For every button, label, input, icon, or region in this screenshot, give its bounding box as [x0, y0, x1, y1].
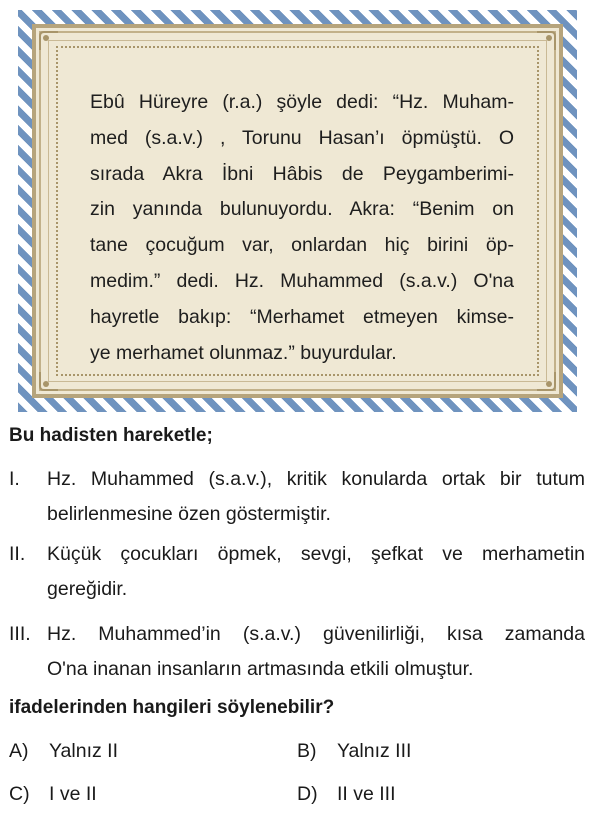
option-b[interactable] — [297, 738, 411, 764]
option-letter: B) — [297, 740, 317, 762]
question-stem: Bu hadisten hareketle; — [9, 425, 213, 446]
passage-line: tane çocuğum var, onlardan hiç birini öp- — [90, 234, 514, 257]
passage-line: Ebû Hüreyre (r.a.) şöyle dedi: “Hz. Muham- — [90, 91, 514, 113]
passage-line: sırada Akra İbni Hâbis de Peygamberimi- — [90, 162, 514, 185]
hadith-passage — [90, 85, 514, 371]
statement-line: Hz. Muhammed (s.a.v.), kritik konularda ortak bir tutum — [47, 468, 585, 490]
parchment-panel — [32, 24, 563, 398]
option-letter: C) — [9, 783, 30, 805]
passage-line: hayretle bakıp: “Merhamet etmeyen kimse- — [90, 305, 514, 328]
option-a[interactable] — [9, 738, 118, 764]
option-letter: D) — [297, 783, 318, 805]
passage-line: medim.” dedi. Hz. Muhammed (s.a.v.) O'na — [90, 269, 514, 292]
statement-3 — [9, 617, 585, 687]
statement-text — [47, 617, 585, 687]
statement-line: Hz. Muhammed’in (s.a.v.) güvenilirliği, kısa zamanda — [47, 623, 585, 645]
passage-frame — [18, 10, 577, 412]
option-text: Yalnız II — [49, 740, 119, 762]
passage-line: ye merhamet olunmaz.” buyurdular. — [90, 341, 397, 364]
statement-number: II. — [9, 543, 26, 565]
statement-number: III. — [9, 623, 31, 645]
statement-number: I. — [9, 468, 20, 490]
corner-ornament-icon — [535, 30, 557, 52]
passage-line: med (s.a.v.) , Torunu Hasan’ı öpmüştü. O — [90, 126, 514, 149]
option-d[interactable] — [297, 781, 396, 807]
option-text: I ve II — [49, 783, 97, 805]
statement-line: gereğidir. — [47, 578, 128, 600]
statement-line: O'na inanan insanların artmasında etkili olmuştur. — [47, 658, 474, 680]
statement-2 — [9, 537, 585, 607]
statement-text — [47, 462, 585, 532]
statement-line: Küçük çocukları öpmek, sevgi, şefkat ve merhametin — [47, 543, 585, 565]
statement-text — [47, 537, 585, 607]
statement-line: belirlenmesine özen göstermiştir. — [47, 503, 331, 525]
corner-ornament-icon — [535, 370, 557, 392]
option-letter: A) — [9, 740, 29, 762]
statement-1 — [9, 462, 585, 532]
option-c[interactable] — [9, 781, 97, 807]
corner-ornament-icon — [38, 30, 60, 52]
option-text: Yalnız III — [337, 740, 412, 762]
corner-ornament-icon — [38, 370, 60, 392]
question-prompt: ifadelerinden hangileri söylenebilir? — [9, 697, 335, 718]
passage-line: zin yanında bulunuyordu. Akra: “Benim on — [90, 198, 514, 221]
option-text: II ve III — [337, 783, 396, 805]
